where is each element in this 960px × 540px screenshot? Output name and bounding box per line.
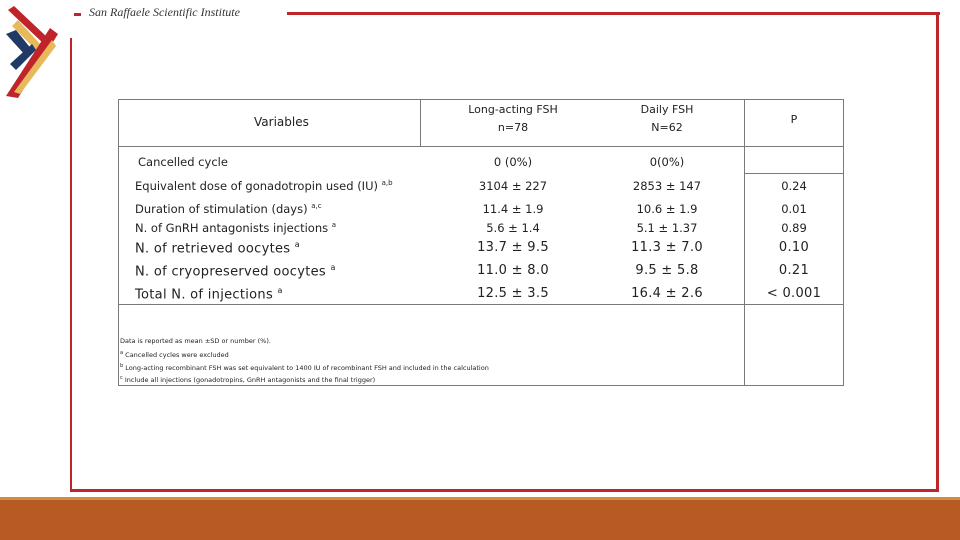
cell-long-cryopreserved: 11.0 ± 8.0 bbox=[477, 263, 549, 278]
header-bottom-line bbox=[118, 146, 844, 147]
long-acting-header bbox=[458, 101, 568, 137]
cell-p-retrieved: 0.10 bbox=[778, 240, 810, 255]
cell-long-retrieved: 13.7 ± 9.5 bbox=[477, 240, 549, 255]
row-label-gnrh: N. of GnRH antagonists injections $^a$ bbox=[135, 221, 337, 235]
footnote-mark: a bbox=[277, 286, 283, 295]
cell-daily-cancelled: 0(0%) bbox=[649, 155, 685, 169]
cell-p-equivalent-dose: 0.24 bbox=[781, 179, 807, 193]
footnote-a: $^a$ Cancelled cycles were excluded bbox=[120, 350, 229, 360]
cell-daily-gnrh: 5.1 ± 1.37 bbox=[636, 221, 698, 235]
footnote-mark: a bbox=[330, 263, 336, 272]
cell-daily-cryopreserved: 9.5 ± 5.8 bbox=[635, 263, 699, 278]
cell-p-cryopreserved: 0.21 bbox=[778, 263, 810, 278]
p-header: P bbox=[790, 113, 798, 126]
row-label-total-injections: Total N. of injections $^a$ bbox=[135, 286, 283, 303]
cell-daily-total-injections: 16.4 ± 2.6 bbox=[631, 286, 703, 301]
cell-long-gnrh: 5.6 ± 1.4 bbox=[486, 221, 540, 235]
daily-header bbox=[612, 101, 722, 137]
cell-p-total-injections: < 0.001 bbox=[766, 286, 822, 301]
header-dash bbox=[74, 13, 81, 16]
header-divider bbox=[420, 99, 421, 146]
long-acting-title: Long-acting FSH bbox=[468, 103, 558, 116]
header-rule bbox=[287, 12, 940, 15]
cell-long-total-injections: 12.5 ± 3.5 bbox=[477, 286, 549, 301]
row-label-cancelled: Cancelled cycle bbox=[138, 155, 228, 169]
cell-p-gnrh: 0.89 bbox=[781, 221, 807, 235]
p-row-line bbox=[744, 173, 844, 174]
row-label-retrieved: N. of retrieved oocytes $^a$ bbox=[135, 240, 300, 257]
frame-right-rule bbox=[936, 12, 939, 492]
row-label-cryopreserved: N. of cryopreserved oocytes $^a$ bbox=[135, 263, 336, 280]
row-label-duration: Duration of stimulation (days) $^{a,c}$ bbox=[135, 202, 322, 216]
daily-n: N=62 bbox=[651, 121, 683, 134]
footnote-mark: a,b bbox=[381, 179, 393, 188]
frame-bottom-rule bbox=[70, 489, 939, 492]
cell-p-duration: 0.01 bbox=[781, 202, 807, 216]
footnote-mark: a bbox=[331, 221, 337, 230]
long-acting-n: n=78 bbox=[497, 121, 529, 134]
cell-daily-duration: 10.6 ± 1.9 bbox=[636, 202, 698, 216]
cell-daily-retrieved: 11.3 ± 7.0 bbox=[631, 240, 703, 255]
footnote-mark: a bbox=[294, 240, 300, 249]
cell-long-cancelled: 0 (0%) bbox=[493, 155, 533, 169]
cell-long-duration: 11.4 ± 1.9 bbox=[482, 202, 544, 216]
footnote-c: $^c$ Include all injections (gonadotropins, GnRH antagonists and the final trigger) bbox=[120, 375, 376, 385]
bottom-decorative-band bbox=[0, 497, 960, 540]
variables-header: Variables bbox=[254, 115, 309, 129]
notes-top-line bbox=[118, 304, 844, 305]
footnote-data-format: Data is reported as mean ±SD or number (%). bbox=[120, 337, 271, 345]
daily-title: Daily FSH bbox=[640, 103, 694, 116]
footnote-b: $^b$ Long-acting recombinant FSH was set equivalent to 1400 IU of recombinant FSH and included in the calculation bbox=[120, 363, 489, 373]
footnote-mark: a,c bbox=[311, 202, 322, 211]
institute-logo bbox=[4, 4, 66, 100]
cell-long-equivalent-dose: 3104 ± 227 bbox=[478, 179, 548, 193]
institute-name: San Raffaele Scientific Institute bbox=[89, 5, 240, 19]
frame-left-rule bbox=[70, 38, 72, 492]
cell-daily-equivalent-dose: 2853 ± 147 bbox=[632, 179, 702, 193]
row-label-equivalent-dose: Equivalent dose of gonadotropin used (IU) $^{a,b}$ bbox=[135, 179, 393, 193]
